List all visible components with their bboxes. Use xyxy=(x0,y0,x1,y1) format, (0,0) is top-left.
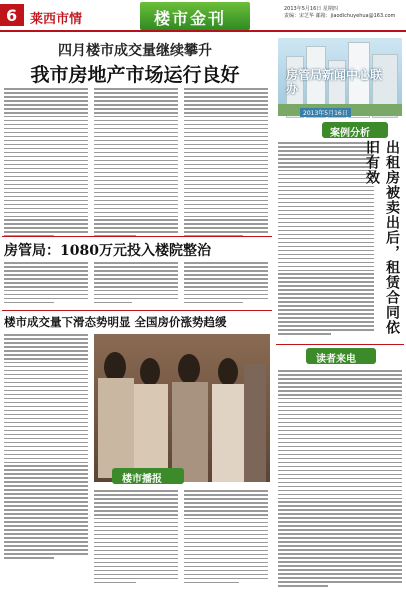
third-headline: 楼市成交量下滑态势明显 全国房价涨势趋缓 xyxy=(4,315,227,329)
reader-tag-box xyxy=(306,348,376,364)
ad-caption: 2013年5月16日 xyxy=(300,108,351,117)
reader-divider xyxy=(276,344,404,345)
commentary-tag: 案例分析 xyxy=(330,128,370,139)
section-divider-2 xyxy=(2,310,272,311)
section-divider-1 xyxy=(2,236,272,237)
main-kicker: 四月楼市成交量继续攀升 xyxy=(58,43,212,59)
third-body-col-3 xyxy=(184,490,268,586)
page-number-box xyxy=(0,4,24,26)
main-body-col-2 xyxy=(94,88,178,239)
header-rule xyxy=(0,30,406,32)
main-headline: 我市房地产市场运行良好 xyxy=(30,64,240,86)
banner-box xyxy=(140,2,250,30)
second-body-col-1 xyxy=(4,262,88,306)
second-body-col-3 xyxy=(184,262,268,306)
header-meta xyxy=(284,6,395,20)
main-body-col-3 xyxy=(184,88,268,239)
third-body-col-2 xyxy=(94,490,178,586)
main-body-col-1 xyxy=(4,88,88,239)
issue-date: 2013年5月16日 xyxy=(284,6,322,12)
commentary-body xyxy=(278,142,374,337)
email: 邮箱：jiaodichuyehua@163.com xyxy=(315,13,396,19)
page-number: 6 xyxy=(6,6,18,25)
photo-caption-box xyxy=(112,468,184,484)
reader-body xyxy=(278,370,402,589)
second-headline: 房管局：1080万元投入楼院整治 xyxy=(4,243,211,259)
second-body-col-2 xyxy=(94,262,178,306)
photo-caption: 楼市播报 xyxy=(122,474,162,485)
weekday: 星期四 xyxy=(322,6,338,12)
commentary-tag-box xyxy=(322,122,388,138)
third-body-col-1 xyxy=(4,334,88,561)
commentary-headline: 出租房被卖出后，租赁合同依旧有效 xyxy=(364,140,400,335)
ad-title: 房管局新闻中心联办 xyxy=(286,68,383,96)
section-title: 莱西市情 xyxy=(30,12,83,27)
editor: 责编：宋芝华 xyxy=(284,13,315,19)
news-photo xyxy=(94,334,270,482)
reader-tag: 读者来电 xyxy=(316,354,356,365)
banner-title: 楼市金刊 xyxy=(154,9,227,28)
